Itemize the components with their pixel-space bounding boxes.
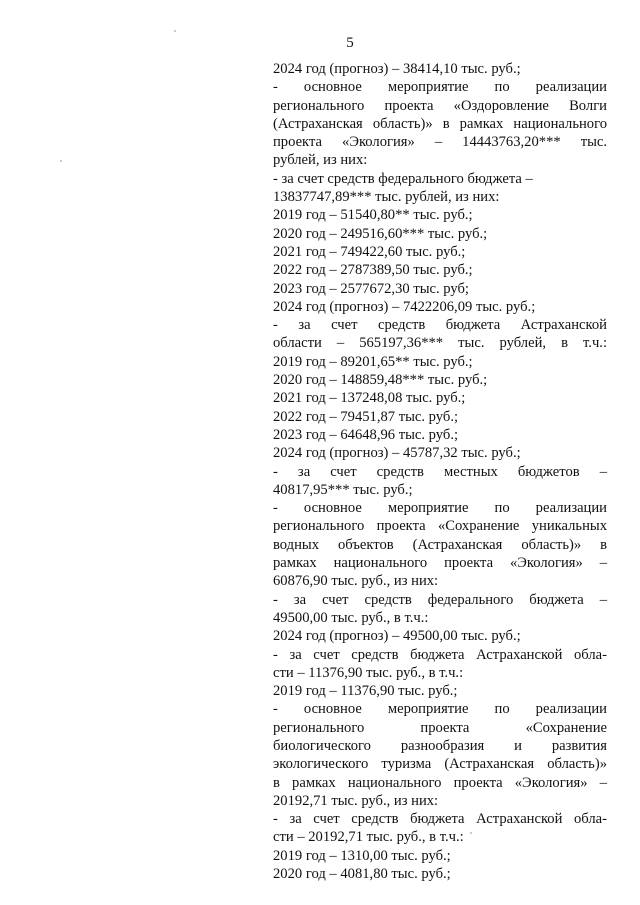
text-line: рублей, из них:	[273, 152, 368, 169]
text-line: 40817,95*** тыс. руб.;	[273, 481, 413, 498]
text-line: регионального проекта «Оздоровление Волги	[273, 97, 607, 114]
scan-speck	[60, 160, 62, 162]
text-line: - за счет средств бюджета Астраханской	[273, 317, 607, 334]
text-line: - за счет средств бюджета Астраханской обла-	[273, 646, 607, 663]
text-line: 2022 год – 2787389,50 тыс. руб.;	[273, 262, 473, 279]
text-line: (Астраханская область)» в рамках национального	[273, 115, 607, 132]
text-line: области – 565197,36*** тыс. рублей, в т.ч.:	[273, 335, 607, 352]
text-line: регионального проекта «Сохранение уникальных	[273, 518, 607, 535]
text-line: 2019 год – 89201,65** тыс. руб.;	[273, 353, 473, 370]
text-line: 2019 год – 51540,80** тыс. руб.;	[273, 207, 473, 224]
text-line: сти – 11376,90 тыс. руб., в т.ч.:	[273, 664, 464, 681]
text-line: - основное мероприятие по реализации	[273, 500, 607, 517]
text-line: 2022 год – 79451,87 тыс. руб.;	[273, 408, 459, 425]
text-line: биологического разнообразия и развития	[273, 737, 607, 754]
text-line: 2019 год – 11376,90 тыс. руб.;	[273, 683, 458, 700]
text-line: регионального проекта «Сохранение	[273, 719, 607, 736]
text-line: в рамках национального проекта «Экология» –	[273, 774, 607, 791]
text-line: сти – 20192,71 тыс. руб., в т.ч.:	[273, 829, 464, 846]
document-text-column	[273, 60, 607, 883]
text-line: 2024 год (прогноз) – 38414,10 тыс. руб.;	[273, 61, 521, 77]
text-line: 2020 год – 4081,80 тыс. руб.;	[273, 866, 451, 883]
text-line: 49500,00 тыс. руб., в т.ч.:	[273, 609, 429, 626]
text-line: - за счет средств местных бюджетов –	[273, 463, 607, 480]
text-line: 20192,71 тыс. руб., из них:	[273, 792, 439, 809]
text-line: рамках национального проекта «Экология» –	[273, 555, 607, 572]
text-line: - за счет средств бюджета Астраханской обла-	[273, 811, 607, 828]
text-line: 2019 год – 1310,00 тыс. руб.;	[273, 847, 451, 864]
text-line: - основное мероприятие по реализации	[273, 701, 607, 718]
text-line: - за счет средств федерального бюджета –	[273, 591, 607, 608]
text-line: - основное мероприятие по реализации	[273, 79, 607, 96]
page-number: 5	[346, 35, 354, 51]
scan-speck	[470, 832, 472, 834]
text-line: экологического туризма (Астраханская область)»	[273, 756, 607, 773]
text-line: водных объектов (Астраханская область)» в	[273, 536, 607, 553]
text-line: - за счет средств федерального бюджета –	[273, 170, 533, 187]
text-line: 2020 год – 148859,48*** тыс. руб.;	[273, 372, 488, 389]
scan-speck	[174, 30, 176, 32]
text-line: 2024 год (прогноз) – 7422206,09 тыс. руб.;	[273, 298, 536, 315]
text-line: 13837747,89*** тыс. рублей, из них:	[273, 189, 500, 206]
text-line: 2024 год (прогноз) – 49500,00 тыс. руб.;	[273, 628, 521, 645]
text-line: 2021 год – 137248,08 тыс. руб.;	[273, 390, 466, 407]
text-line: 60876,90 тыс. руб., из них:	[273, 573, 439, 590]
text-line: 2021 год – 749422,60 тыс. руб.;	[273, 243, 466, 260]
text-line: 2020 год – 249516,60*** тыс. руб.;	[273, 225, 488, 242]
text-line: 2023 год – 64648,96 тыс. руб.;	[273, 426, 459, 443]
text-line: проекта «Экология» – 14443763,20*** тыс.	[273, 134, 607, 151]
text-line: 2024 год (прогноз) – 45787,32 тыс. руб.;	[273, 445, 521, 462]
text-line: 2023 год – 2577672,30 тыс. руб;	[273, 280, 469, 297]
